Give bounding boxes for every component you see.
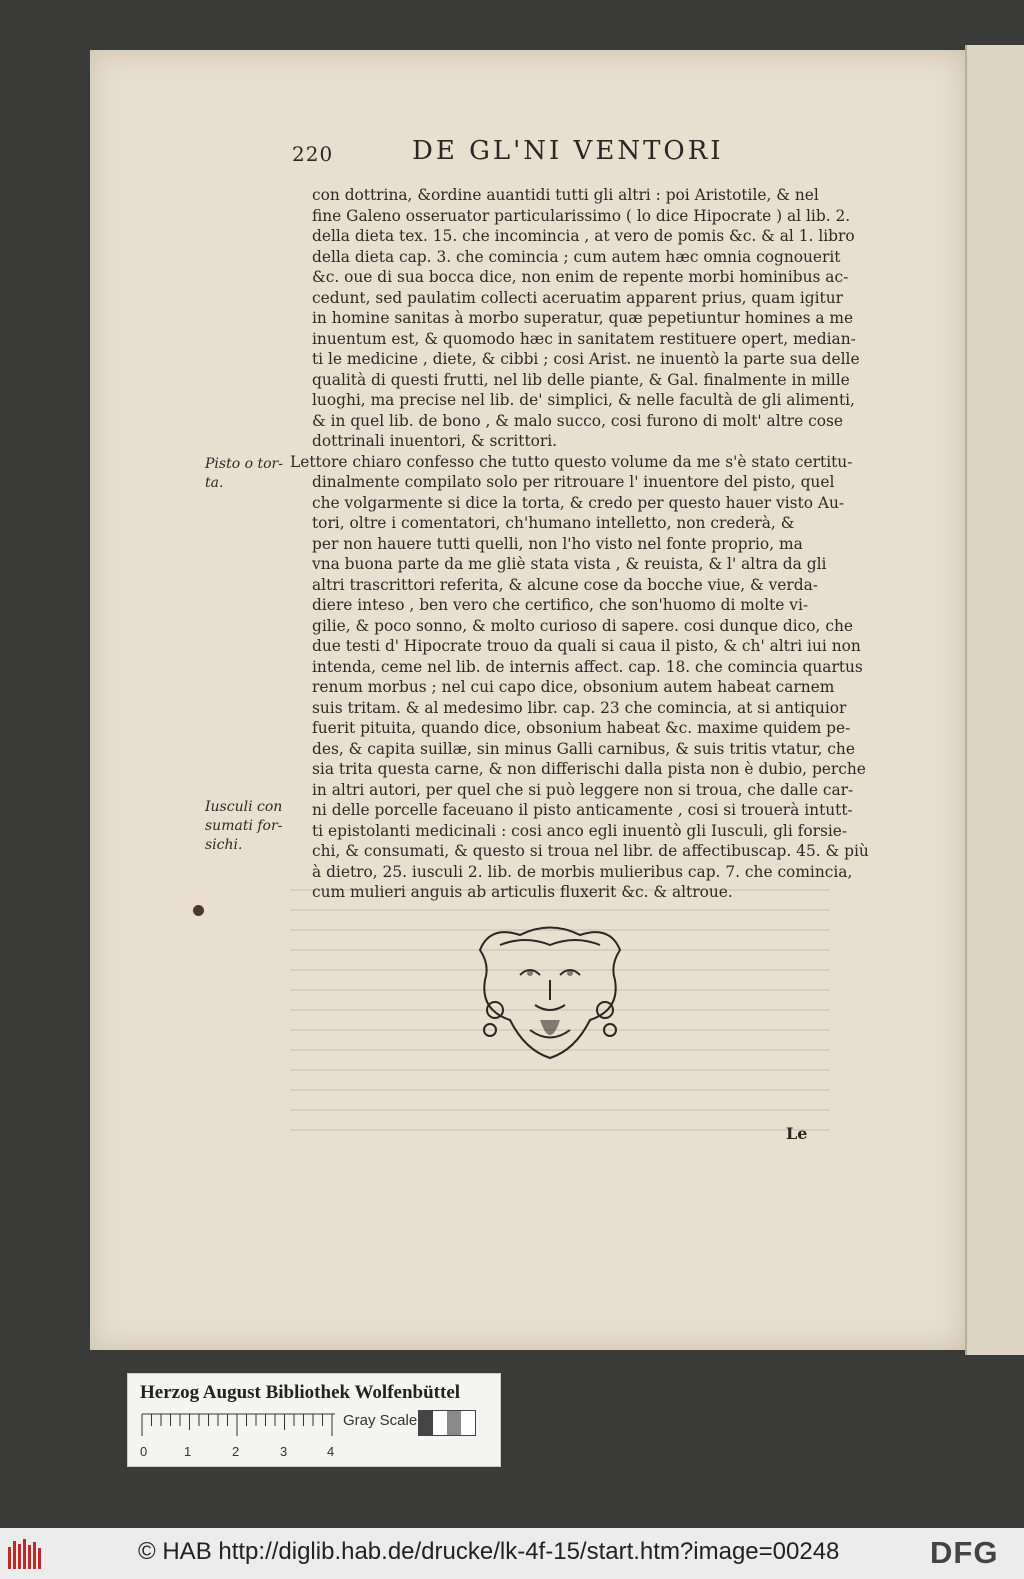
text-line: per non hauere tutti quelli, non l'ho visto nel fonte proprio, ma (312, 534, 803, 553)
paragraph-lettore (290, 452, 869, 903)
text-line: fuerit pituita, quando dice, obsonium habeat &c. maxime quidem pe- (312, 719, 851, 737)
library-color-card (127, 1373, 501, 1467)
ruler-number-1: 1 (184, 1444, 192, 1459)
text-line: in altri autori, per quel che si può leggere non si troua, che dalle car- (312, 780, 854, 799)
copyright-link[interactable]: © HAB http://diglib.hab.de/drucke/lk-4f-15/start.htm?image=00248 (138, 1538, 840, 1565)
text-line: sia trita questa carne, & non differischi dalla pista non è dubio, perche (312, 760, 866, 778)
dfg-logo: DFG (930, 1535, 999, 1570)
text-line: luoghi, ma precise nel lib. de' simplici, & nelle facultà de gli alimenti, (312, 391, 855, 409)
text-line: in homine sanitas à morbo superatur, quæ pepetiuntur homines a me (312, 309, 854, 327)
text-line: tori, oltre i comentatori, ch'humano intelletto, non crederà, & (312, 514, 795, 532)
paragraph-continuation (290, 185, 860, 452)
facing-page-edge (965, 45, 1024, 1355)
text-line: suis tritam. & al medesimo libr. cap. 23 che comincia, at si antiquior (312, 698, 847, 717)
text-line: della dieta tex. 15. che incomincia , at vero de pomis &c. & al 1. libro (312, 227, 855, 245)
text-line: due testi d' Hipocrate trouo da quali si caua il pisto, & ch' altri iui non (312, 637, 861, 655)
swatch-dark (419, 1411, 433, 1435)
text-line: della dieta cap. 3. che comincia ; cum autem hæc omnia cognouerit (312, 247, 841, 266)
text-line: des, & capita suillæ, sin minus Galli carnibus, & suis tritis vtatur, che (312, 739, 855, 758)
text-line: cum mulieri anguis ab articulis fluxerit &c. & altroue. (312, 883, 733, 901)
swatch-white-2 (461, 1411, 475, 1435)
text-line: & in quel lib. de bono , & malo succo, cosi furono di molt' altre cose (312, 411, 844, 430)
text-line: altri trascrittori referita, & alcune cose da bocche viue, & verda- (312, 575, 818, 594)
text-line: ni delle porcelle faceuano il pisto anticamente , cosi si trouerà intutt- (312, 801, 853, 819)
text-line: gilie, & poco sonno, & molto curioso di sapere. cosi dunque dico, che (312, 616, 853, 635)
ornament-mask-icon (470, 920, 630, 1060)
footer-bar (0, 1528, 1024, 1579)
ruler-number-3: 3 (280, 1444, 288, 1459)
barcode-icon (8, 1539, 44, 1569)
catchword: Le (786, 1124, 808, 1143)
ruler-scale (140, 1412, 340, 1462)
text-line: con dottrina, &ordine auantidi tutti gli altri : poi Aristotile, & nel (312, 186, 819, 204)
body-text (290, 185, 869, 903)
ruler-number-2: 2 (232, 1444, 240, 1459)
margin-note-pisto: Pisto o tor- ta. (205, 456, 283, 491)
text-line: intenda, ceme nel lib. de internis affect. cap. 18. che comincia quartus (312, 657, 863, 676)
text-line: renum morbus ; nel cui capo dice, obsonium autem habeat carnem (312, 678, 835, 696)
text-line: chi, & consumati, & questo si troua nel libr. de affectibuscap. 45. & più (312, 842, 869, 860)
text-line: fine Galeno osseruator particularissimo ( lo dice Hipocrate ) al lib. 2. (312, 206, 851, 225)
library-name: Herzog August Bibliothek Wolfenbüttel (140, 1382, 461, 1403)
text-line: à dietro, 25. iusculi 2. lib. de morbis mulieribus cap. 7. che comincia, (312, 862, 853, 881)
text-line: Lettore chiaro confesso che tutto questo volume da me s'è stato certitu- (290, 452, 853, 471)
ruler-number-0: 0 (140, 1444, 148, 1459)
page-number: 220 (292, 142, 334, 166)
ruler-number-4: 4 (327, 1444, 335, 1459)
text-line: &c. oue di sua bocca dice, non enim de repente morbi hominibus ac- (312, 268, 849, 286)
margin-note-iusculi: Iusculi con sumati for- sichi. (205, 799, 283, 853)
swatch-white (433, 1411, 447, 1435)
text-line: ti le medicine , diete, & cibbi ; cosi Arist. ne inuentò la parte sua delle (312, 350, 860, 368)
text-line: cedunt, sed paulatim collecti aceruatim apparent prius, quam igitur (312, 288, 843, 307)
swatch-mid (447, 1411, 461, 1435)
text-line: inuentum est, & quomodo hæc in sanitatem restituere opert, median- (312, 329, 856, 348)
text-line: dinalmente compilato solo per ritrouare l' inuentore del pisto, quel (312, 473, 835, 491)
text-line: vna buona parte da me gliè stata vista , & reuista, & l' altra da gli (312, 555, 827, 573)
text-line: ti epistolanti medicinali : cosi anco egli inuentò gli Iusculi, gli forsie- (312, 821, 848, 840)
gray-scale-swatches (418, 1410, 476, 1436)
gray-scale-label: Gray Scale (343, 1412, 418, 1429)
text-line: qualità di questi frutti, nel lib delle piante, & Gal. finalmente in mille (312, 370, 850, 389)
text-line: diere inteso , ben vero che certifico, che son'huomo di molte vi- (312, 596, 809, 614)
text-line: dottrinali inuentori, & scrittori. (312, 432, 558, 450)
ink-spot (193, 905, 204, 916)
running-head-title: DE GL'NI VENTORI (412, 136, 724, 166)
text-line: che volgarmente si dice la torta, & credo per questo hauer visto Au- (312, 493, 845, 512)
